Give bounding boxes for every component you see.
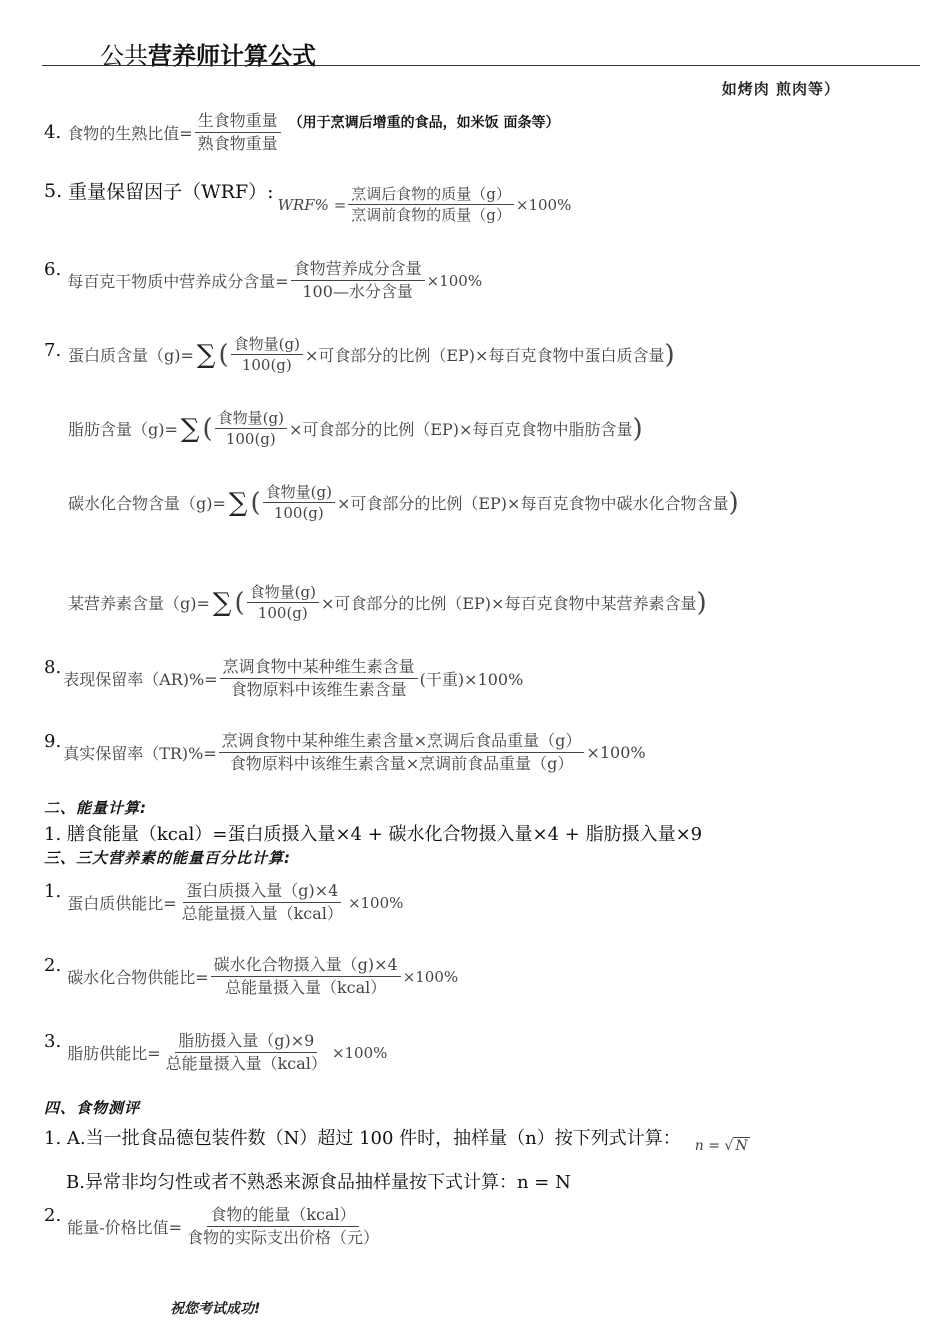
formula-7-carb bbox=[68, 482, 739, 523]
denominator: 食物原料中该维生素含量×烹调前食品重量（g） bbox=[229, 754, 574, 773]
fraction bbox=[220, 656, 418, 701]
close-paren: ) bbox=[696, 587, 707, 618]
formula-suffix: ×100% bbox=[331, 1043, 388, 1062]
sampling-rule-b: B.异常非均匀性或者不熟悉来源食品抽样量按下式计算：n = N bbox=[66, 1172, 571, 1193]
numerator: 蛋白质摄入量（g)×4 bbox=[183, 880, 341, 903]
formula-9 bbox=[44, 730, 646, 775]
denominator: 100(g) bbox=[257, 604, 308, 622]
section-heading: 二、能量计算: bbox=[44, 799, 147, 817]
sampling-rule-a bbox=[44, 1120, 750, 1154]
numerator: 脂肪摄入量（g)×9 bbox=[175, 1030, 317, 1053]
denominator: 100(g) bbox=[225, 430, 276, 448]
formula-5 bbox=[44, 179, 572, 225]
formula-7-protein bbox=[68, 334, 675, 375]
formula-label: 食物的生熟比值= bbox=[67, 124, 193, 143]
formula-7-nutrient bbox=[68, 582, 707, 623]
open-paren: ( bbox=[234, 587, 245, 618]
title-prefix: 公共 bbox=[100, 42, 148, 70]
formula-suffix: ×100% bbox=[347, 893, 404, 912]
numerator: 烹调食物中某种维生素含量×烹调后食品重量（g） bbox=[219, 730, 585, 753]
numerator: 生食物重量 bbox=[195, 110, 281, 133]
numerator: 食物量(g) bbox=[263, 482, 335, 503]
formula-label: 脂肪含量（g)= bbox=[68, 420, 178, 439]
fraction bbox=[211, 954, 401, 999]
formula-label: 蛋白质供能比= bbox=[67, 894, 177, 913]
formula-suffix: ×100% bbox=[402, 967, 459, 986]
close-paren: ) bbox=[728, 487, 739, 518]
sqrt-lhs: n = bbox=[694, 1138, 720, 1154]
fraction bbox=[195, 110, 281, 155]
numerator: 烹调食物中某种维生素含量 bbox=[220, 656, 418, 679]
fraction bbox=[348, 184, 514, 225]
denominator: 100(g) bbox=[241, 356, 292, 374]
formula-label: 碳水化合物含量（g)= bbox=[68, 494, 226, 513]
formula-label: 某营养素含量（g)= bbox=[68, 594, 210, 613]
formula-number: 3. bbox=[44, 1031, 62, 1052]
denominator: 烹调前食物的质量（g） bbox=[351, 206, 511, 224]
numerator: 食物量(g) bbox=[247, 582, 319, 603]
formula-tail: ×可食部分的比例（EP)×每百克食物中蛋白质含量 bbox=[304, 346, 665, 365]
denominator: 总能量摄入量（kcal） bbox=[224, 978, 387, 997]
formula-number: 9. bbox=[44, 731, 62, 752]
formula-suffix: (干重)×100% bbox=[419, 670, 524, 689]
formula-7-fat bbox=[68, 408, 643, 449]
formula-label: 脂肪供能比= bbox=[67, 1044, 161, 1063]
numerator: 食物的能量（kcal） bbox=[207, 1204, 358, 1227]
denominator: 总能量摄入量（kcal） bbox=[165, 1054, 327, 1073]
formula-note: （用于烹调后增重的食品，如米饭 面条等） bbox=[288, 114, 560, 131]
fraction bbox=[231, 334, 303, 375]
section-heading: 四、食物测评 bbox=[44, 1099, 141, 1117]
energy-price-ratio bbox=[44, 1204, 384, 1249]
denominator: 100(g) bbox=[273, 504, 324, 522]
formula-tail: ×可食部分的比例（EP)×每百克食物中脂肪含量 bbox=[288, 420, 633, 439]
formula-label: 每百克干物质中营养成分含量= bbox=[67, 272, 289, 291]
footer-note: 祝您考试成功! bbox=[170, 1301, 261, 1317]
formula-tail: ×可食部分的比例（EP)×每百克食物中碳水化合物含量 bbox=[336, 494, 729, 513]
formula-8 bbox=[44, 656, 523, 701]
sqrt-icon: √ bbox=[724, 1138, 734, 1154]
corner-note: 如烤肉 煎肉等） bbox=[721, 80, 840, 98]
numerator: 食物量(g) bbox=[215, 408, 287, 429]
formula-suffix: ×100% bbox=[586, 743, 646, 762]
close-paren: ) bbox=[664, 339, 675, 370]
formula-number: 7. bbox=[44, 340, 62, 361]
sum-symbol: ∑ bbox=[228, 487, 248, 518]
open-paren: ( bbox=[218, 339, 229, 370]
sum-symbol: ∑ bbox=[180, 413, 200, 444]
section-heading: 三、三大营养素的能量百分比计算: bbox=[44, 849, 292, 867]
formula-suffix: ×100% bbox=[515, 195, 572, 214]
fraction bbox=[179, 880, 346, 925]
fraction bbox=[219, 730, 585, 775]
sqrt-arg: N bbox=[735, 1138, 748, 1154]
formula-number: 1. bbox=[44, 881, 62, 902]
sqrt-formula bbox=[695, 1138, 750, 1154]
open-paren: ( bbox=[202, 413, 213, 444]
sum-symbol: ∑ bbox=[212, 587, 232, 618]
energy-ratio-carb bbox=[44, 954, 458, 999]
open-paren: ( bbox=[250, 487, 261, 518]
close-paren: ) bbox=[632, 413, 643, 444]
denominator: 100—水分含量 bbox=[302, 282, 413, 301]
formula-number: 2. bbox=[44, 955, 62, 976]
formula-number: 6. bbox=[44, 259, 62, 280]
fraction bbox=[263, 482, 335, 523]
formula-number: 8. bbox=[44, 657, 62, 678]
fraction bbox=[215, 408, 287, 449]
formula-tail: ×可食部分的比例（EP)×每百克食物中某营养素含量 bbox=[320, 594, 697, 613]
denominator: 食物的实际支出价格（元） bbox=[187, 1228, 380, 1247]
numerator: 碳水化合物摄入量（g)×4 bbox=[211, 954, 401, 977]
denominator: 熟食物重量 bbox=[197, 134, 278, 153]
numerator: 食物营养成分含量 bbox=[291, 258, 425, 281]
formula-label: 真实保留率（TR)%= bbox=[63, 744, 217, 763]
title-main: 营养师计算公式 bbox=[148, 42, 316, 70]
formula-suffix: ×100% bbox=[426, 271, 483, 290]
fraction bbox=[247, 582, 319, 623]
formula-number: 4. bbox=[44, 122, 62, 143]
formula-number: 2. bbox=[44, 1205, 62, 1226]
denominator: 食物原料中该维生素含量 bbox=[230, 680, 407, 699]
formula-label: 碳水化合物供能比= bbox=[67, 968, 209, 987]
fraction bbox=[184, 1204, 382, 1249]
header-divider bbox=[42, 65, 920, 66]
energy-ratio-fat bbox=[44, 1030, 387, 1075]
energy-ratio-protein bbox=[44, 880, 403, 925]
denominator: 总能量摄入量（kcal） bbox=[181, 904, 343, 923]
fraction bbox=[163, 1030, 330, 1075]
energy-formula: 1. 膳食能量（kcal）=蛋白质摄入量×4 + 碳水化合物摄入量×4 + 脂肪摄入量×9 bbox=[44, 824, 703, 845]
numerator: 烹调后食物的质量（g） bbox=[348, 184, 514, 205]
formula-lhs: WRF% = bbox=[277, 195, 347, 214]
fraction bbox=[291, 258, 425, 303]
formula-label: 表现保留率（AR)%= bbox=[63, 670, 218, 689]
formula-6 bbox=[44, 258, 482, 303]
numerator: 食物量(g) bbox=[231, 334, 303, 355]
formula-label: 能量-价格比值= bbox=[67, 1218, 183, 1237]
formula-label: 重量保留因子（WRF）: bbox=[68, 181, 274, 203]
sum-symbol: ∑ bbox=[196, 339, 216, 370]
sampling-text: 1. A.当一批食品德包装件数（N）超过 100 件时，抽样量（n）按下列式计算： bbox=[44, 1128, 681, 1149]
formula-number: 5. bbox=[44, 179, 63, 202]
formula-4 bbox=[44, 110, 560, 155]
formula-label: 蛋白质含量（g)= bbox=[68, 346, 194, 365]
